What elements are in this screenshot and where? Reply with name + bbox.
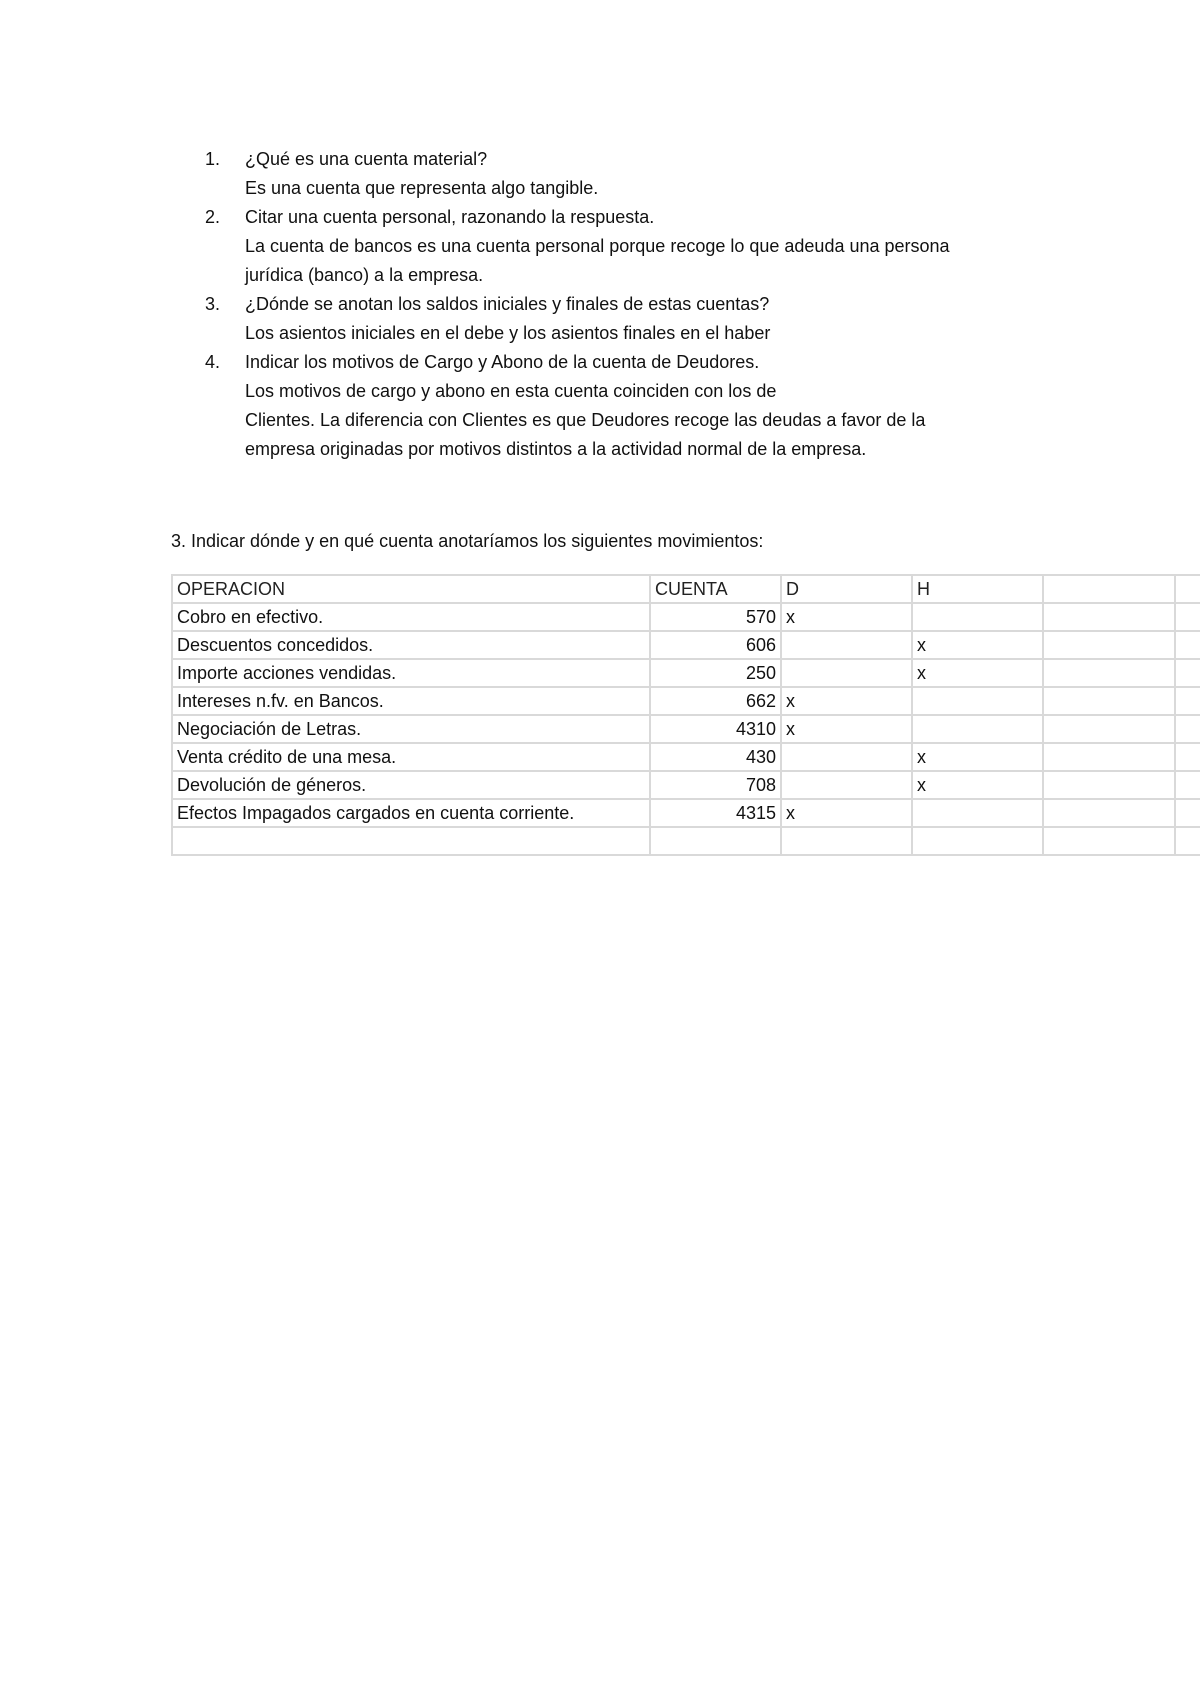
header-cell: CUENTA [650, 575, 781, 603]
answer-text: La cuenta de bancos es una cuenta personal porque recoge lo que adeuda una persona [245, 236, 950, 256]
credit-cell: x [912, 771, 1043, 799]
credit-cell [912, 715, 1043, 743]
table-row [172, 799, 1200, 827]
answer-text: Clientes. La diferencia con Clientes es que Deudores recoge las deudas a favor de la [245, 410, 926, 430]
empty-cell [1175, 603, 1200, 631]
answer-text: Los asientos iniciales en el debe y los asientos finales en el haber [245, 323, 771, 343]
account-cell: 606 [650, 631, 781, 659]
empty-cell [1175, 715, 1200, 743]
table-row [172, 771, 1200, 799]
empty-cell [1175, 631, 1200, 659]
operation-cell: Venta crédito de una mesa. [172, 743, 650, 771]
empty-cell [1043, 743, 1175, 771]
table-row [172, 687, 1200, 715]
empty-cell [1043, 603, 1175, 631]
debit-cell [781, 631, 912, 659]
account-cell: 570 [650, 603, 781, 631]
question-item [205, 145, 1105, 203]
section-title: 3. Indicar dónde y en qué cuenta anotaríamos los siguientes movimientos: [171, 531, 764, 551]
debit-cell: x [781, 799, 912, 827]
credit-cell [912, 799, 1043, 827]
table-header-row [172, 575, 1200, 603]
question-item [205, 290, 1105, 348]
empty-cell [650, 827, 781, 855]
debit-cell: x [781, 687, 912, 715]
debit-cell [781, 771, 912, 799]
empty-cell [1175, 771, 1200, 799]
debit-cell: x [781, 603, 912, 631]
empty-cell [1043, 659, 1175, 687]
movements-table [171, 574, 1200, 856]
questions-list [205, 145, 1105, 464]
account-cell: 708 [650, 771, 781, 799]
table-row [172, 631, 1200, 659]
empty-cell [1043, 715, 1175, 743]
answer-text: Los motivos de cargo y abono en esta cuenta coinciden con los de [245, 381, 777, 401]
operation-cell: Descuentos concedidos. [172, 631, 650, 659]
credit-cell [912, 687, 1043, 715]
account-cell: 4310 [650, 715, 781, 743]
table-row [172, 715, 1200, 743]
question-text: Indicar los motivos de Cargo y Abono de la cuenta de Deudores. [245, 352, 760, 372]
question-number: 4. [205, 352, 221, 372]
empty-cell [1043, 799, 1175, 827]
empty-cell [1043, 631, 1175, 659]
empty-cell [172, 827, 650, 855]
operation-cell: Cobro en efectivo. [172, 603, 650, 631]
account-cell: 4315 [650, 799, 781, 827]
operation-cell: Negociación de Letras. [172, 715, 650, 743]
operation-cell: Importe acciones vendidas. [172, 659, 650, 687]
empty-cell [1043, 687, 1175, 715]
question-item [205, 203, 1105, 290]
question-text: ¿Qué es una cuenta material? [245, 149, 488, 169]
empty-cell [1175, 799, 1200, 827]
empty-cell [1175, 659, 1200, 687]
header-cell: D [781, 575, 912, 603]
operation-cell: Efectos Impagados cargados en cuenta corriente. [172, 799, 650, 827]
question-text: Citar una cuenta personal, razonando la respuesta. [245, 207, 655, 227]
table-row [172, 827, 1200, 855]
header-cell: OPERACION [172, 575, 650, 603]
debit-cell [781, 659, 912, 687]
account-cell: 250 [650, 659, 781, 687]
empty-cell [912, 827, 1043, 855]
question-number: 3. [205, 294, 221, 314]
header-cell: H [912, 575, 1043, 603]
operation-cell: Intereses n.fv. en Bancos. [172, 687, 650, 715]
credit-cell: x [912, 631, 1043, 659]
table-row [172, 603, 1200, 631]
credit-cell: x [912, 743, 1043, 771]
answer-text: empresa originadas por motivos distintos a la actividad normal de la empresa. [245, 439, 867, 459]
question-number: 2. [205, 207, 221, 227]
credit-cell: x [912, 659, 1043, 687]
empty-cell [1043, 771, 1175, 799]
question-number: 1. [205, 149, 221, 169]
operation-cell: Devolución de géneros. [172, 771, 650, 799]
header-cell [1043, 575, 1175, 603]
answer-text: jurídica (banco) a la empresa. [245, 265, 484, 285]
table-row [172, 659, 1200, 687]
answer-text: Es una cuenta que representa algo tangible. [245, 178, 599, 198]
empty-cell [781, 827, 912, 855]
empty-cell [1175, 743, 1200, 771]
empty-cell [1175, 687, 1200, 715]
account-cell: 662 [650, 687, 781, 715]
header-cell [1175, 575, 1200, 603]
question-text: ¿Dónde se anotan los saldos iniciales y finales de estas cuentas? [245, 294, 770, 314]
question-item [205, 348, 1105, 464]
table-row [172, 743, 1200, 771]
empty-cell [1175, 827, 1200, 855]
debit-cell: x [781, 715, 912, 743]
debit-cell [781, 743, 912, 771]
credit-cell [912, 603, 1043, 631]
movements-table-wrapper [171, 574, 1200, 872]
empty-cell [1043, 827, 1175, 855]
account-cell: 430 [650, 743, 781, 771]
